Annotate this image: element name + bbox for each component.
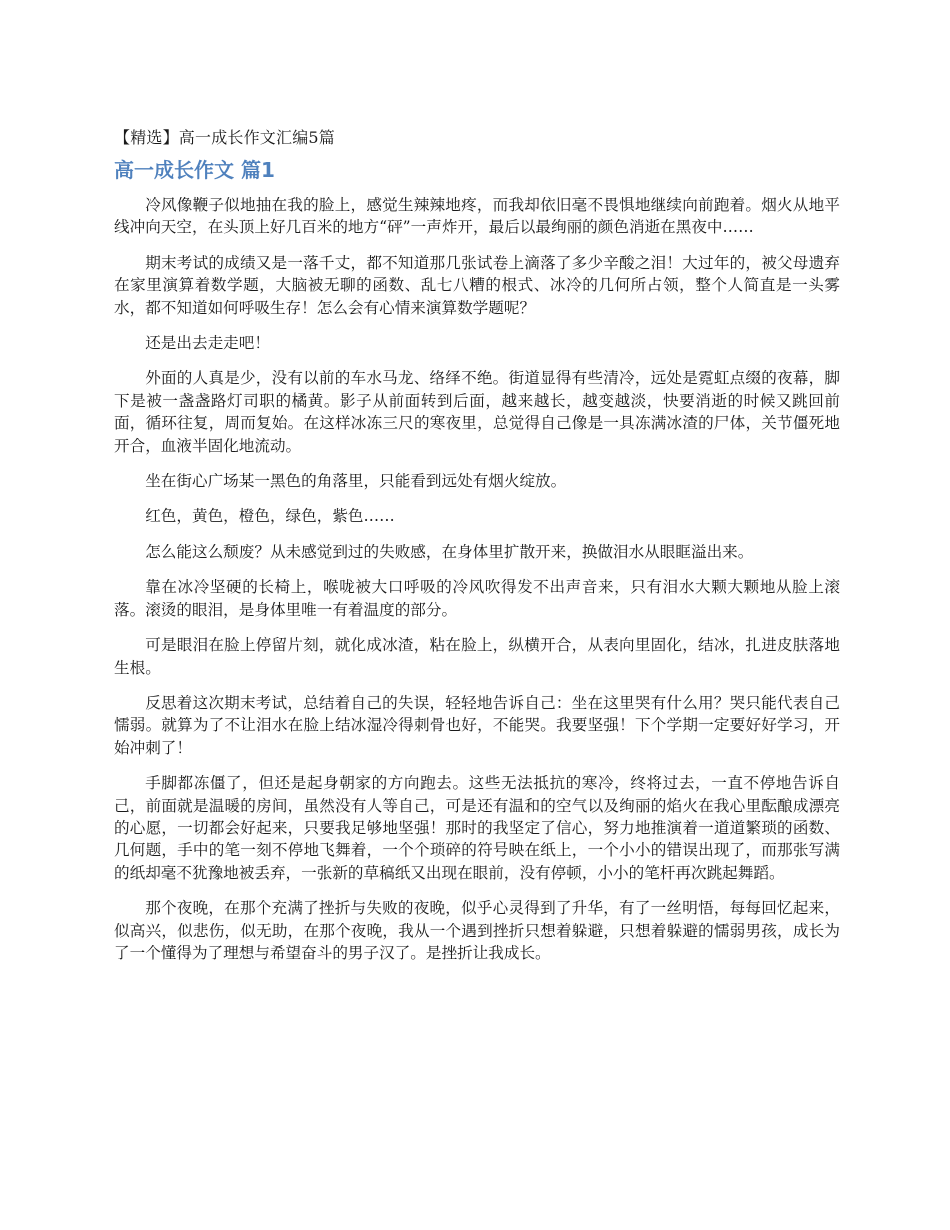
paragraph-11: 手脚都冻僵了，但还是起身朝家的方向跑去。这些无法抵抗的寒冷，终将过去，一直不停地告诉自己，前面就是温暖的房间，虽然没有人等自己，可是还有温和的空气以及绚丽的焰火在我心里酝酿成漂亮的心愿，一切都会好起来，只要我足够地坚强！那时的我坚定了信心，努力地推演着一道道繁琐的函数、几何题，手中的笔一刻不停地飞舞着，一个个琐碎的符号映在纸上，一个小小的错误出现了，而那张写满的纸却毫不犹豫地被丢弃，一张新的草稿纸又出现在眼前，没有停顿，小小的笔杆再次跳起舞蹈。 [114,774,840,882]
paragraph-12: 那个夜晚，在那个充满了挫折与失败的夜晚，似乎心灵得到了升华，有了一丝明悟，每每回忆起来，似高兴，似悲伤，似无助，在那个夜晚，我从一个遇到挫折只想着躲避，只想着躲避的懦弱男孩，成长为了一个懂得为了理想与希望奋斗的男子汉了。是挫折让我成长。 [114,899,840,962]
paragraph-9: 可是眼泪在脸上停留片刻，就化成冰渣，粘在脸上，纵横开合，从表向里固化，结冰，扎进皮肤落地生根。 [114,636,840,677]
paragraph-7: 怎么能这么颓废？从未感觉到过的失败感，在身体里扩散开来，换做泪水从眼眶溢出来。 [145,542,754,561]
paragraph-4: 外面的人真是少，没有以前的车水马龙、络绎不绝。街道显得有些清冷，远处是霓虹点缀的夜幕，脚下是被一盏盏路灯司职的橘黄。影子从前面转到后面，越来越长，越变越淡，快要消逝的时候又跳回前面，循环往复，周而复始。在这样冰冻三尺的寒夜里，总觉得自己像是一具冻满冰渣的尸体，关节僵死地开合，血液半固化地流动。 [114,369,840,455]
paragraph-6: 红色，黄色，橙色，绿色，紫色…… [145,507,395,526]
paragraph-1: 冷风像鞭子似地抽在我的脸上，感觉生辣辣地疼，而我却依旧毫不畏惧地继续向前跑着。烟火从地平线冲向天空，在头顶上好几百米的地方“砰”一声炸开，最后以最绚丽的颜色消逝在黑夜中…… [114,196,840,237]
paragraph-2: 期末考试的成绩又是一落千丈，都不知道那几张试卷上滴落了多少辛酸之泪！大过年的，被父母遗弃在家里演算着数学题，大脑被无聊的函数、乱七八糟的根式、冰冷的几何所占领，整个人简直是一头雾水，都不知道如何呼吸生存！怎么会有心情来演算数学题呢？ [114,253,840,317]
section-heading: 高一成长作文 篇1 [114,158,275,182]
paragraph-3: 还是出去走走吧！ [145,334,270,353]
paragraph-5: 坐在街心广场某一黑色的角落里，只能看到远处有烟火绽放。 [145,472,567,491]
document-title: 【精选】高一成长作文汇编5篇 [114,128,335,147]
article-body [114,194,840,964]
paragraph-8: 靠在冰冷坚硬的长椅上，喉咙被大口呼吸的冷风吹得发不出声音来，只有泪水大颗大颗地从脸上滚落。滚烫的眼泪，是身体里唯一有着温度的部分。 [114,578,840,619]
paragraph-10: 反思着这次期末考试，总结着自己的失误，轻轻地告诉自己：坐在这里哭有什么用？哭只能代表自己懦弱。就算为了不让泪水在脸上结冰湿冷得刺骨也好，不能哭。我要坚强！下个学期一定要好好学习，开始冲刺了！ [114,693,840,757]
document-page [114,126,840,977]
